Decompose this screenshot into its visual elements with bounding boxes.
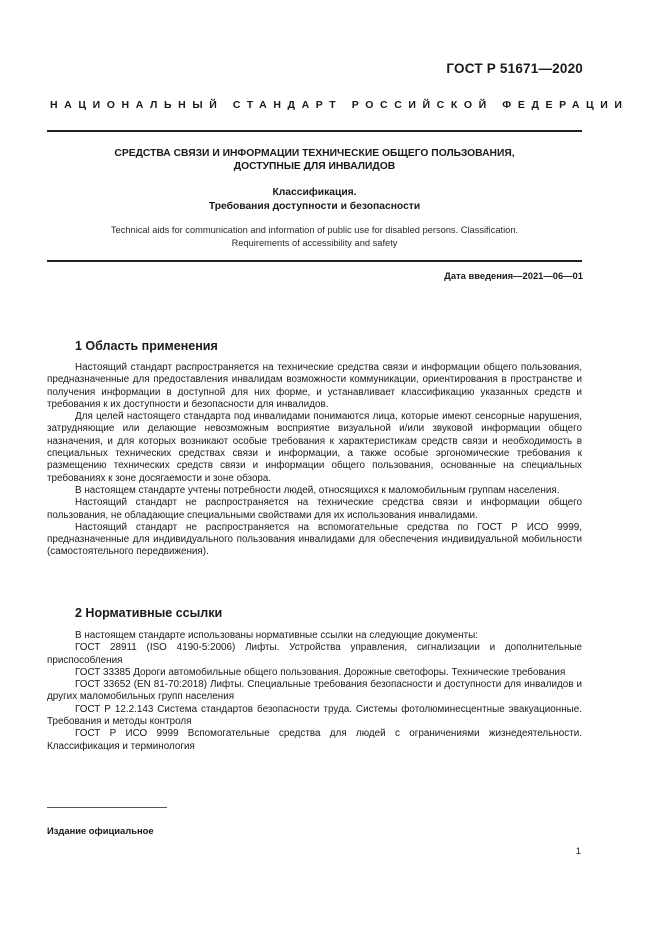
official-edition-label: Издание официальное [47,825,154,836]
paragraph: Настоящий стандарт распространяется на технические средства связи и информации общего пользования, предназначенные для предоставления инвалидам возможности коммуникации, ориентирования в пространстве и получения информации в доступной для них форме, и устанавливает классификацию указанных средств и требования к их доступности и безопасности для инвалидов. [47,362,582,410]
reference-item: ГОСТ Р 12.2.143 Система стандартов безопасности труда. Системы фотолюминесцентные эвакуационные. Требования и методы контроля [47,703,582,728]
paragraph: Для целей настоящего стандарта под инвалидами понимаются лица, которые имеют сенсорные нарушения, затрудняющие или делающие невозможным восприятие визуальной и/или звуковой информации общего назначения, и для которых возникают особые требования к характеристикам средств связи и необходимость в специальных технических средствах связи и информации, а также особые эргономические требования к размещению технических средств связи и информации общего пользования, основанные на специальных требованиях к зоне досягаемости и зоне обзора. [47,411,582,484]
document-code: ГОСТ Р 51671—2020 [446,61,583,76]
english-title [47,224,582,249]
subtitle-line-1: Классификация. [272,187,357,198]
header-rule [47,130,582,132]
subtitle-line-2: Требования доступности и безопасности [208,200,421,212]
reference-item: ГОСТ 33385 Дороги автомобильные общего пользования. Дорожные светофоры. Технические требования [75,666,566,678]
introduction-date: Дата введения—2021—06—01 [444,270,583,281]
title-rule [47,260,582,262]
document-subtitle [47,186,582,213]
paragraph: Настоящий стандарт не распространяется на вспомогательные средства по ГОСТ Р ИСО 9999, предназначенные для индивидуального пользования инвалидами для обеспечения индивидуальной мобильности (самостоятельного передвижения). [47,521,582,558]
document-title [47,147,582,173]
reference-item: ГОСТ 28911 (ISO 4190-5:2006) Лифты. Устройства управления, сигнализации и дополнительные приспособления [47,642,582,666]
national-standard-banner: НАЦИОНАЛЬНЫЙ СТАНДАРТ РОССИЙСКОЙ ФЕДЕРАЦИИ [50,99,629,111]
page-number: 1 [575,845,581,856]
title-line-1: СРЕДСТВА СВЯЗИ И ИНФОРМАЦИИ ТЕХНИЧЕСКИЕ ОБЩЕГО ПОЛЬЗОВАНИЯ, [114,148,515,159]
english-title-line-1: Technical aids for communication and information of public use for disabled persons. Classification. [110,225,519,235]
paragraph: В настоящем стандарте учтены потребности людей, относящихся к маломобильным группам населения. [75,484,560,496]
section-body-scope [47,362,582,559]
paragraph: В настоящем стандарте использованы нормативные ссылки на следующие документы: [75,630,478,641]
section-heading-scope: 1 Область применения [75,339,218,353]
section-body-references [47,630,582,753]
english-title-line-2: Requirements of accessibility and safety [231,237,398,248]
paragraph: Настоящий стандарт не распространяется на технические средства связи и информации общего пользования, не обладающие специальными свойствами для их использования инвалидами. [47,497,582,521]
reference-item: ГОСТ Р ИСО 9999 Вспомогательные средства для людей с ограничениями жизнедеятельности. Классификация и терминология [47,728,582,752]
title-line-2: ДОСТУПНЫЕ ДЛЯ ИНВАЛИДОВ [233,161,396,172]
footer-rule [47,807,167,808]
section-heading-references: 2 Нормативные ссылки [75,606,223,620]
reference-item: ГОСТ 33652 (EN 81-70:2018) Лифты. Специальные требования безопасности и доступности для инвалидов и других маломобильных групп населения [47,679,582,703]
